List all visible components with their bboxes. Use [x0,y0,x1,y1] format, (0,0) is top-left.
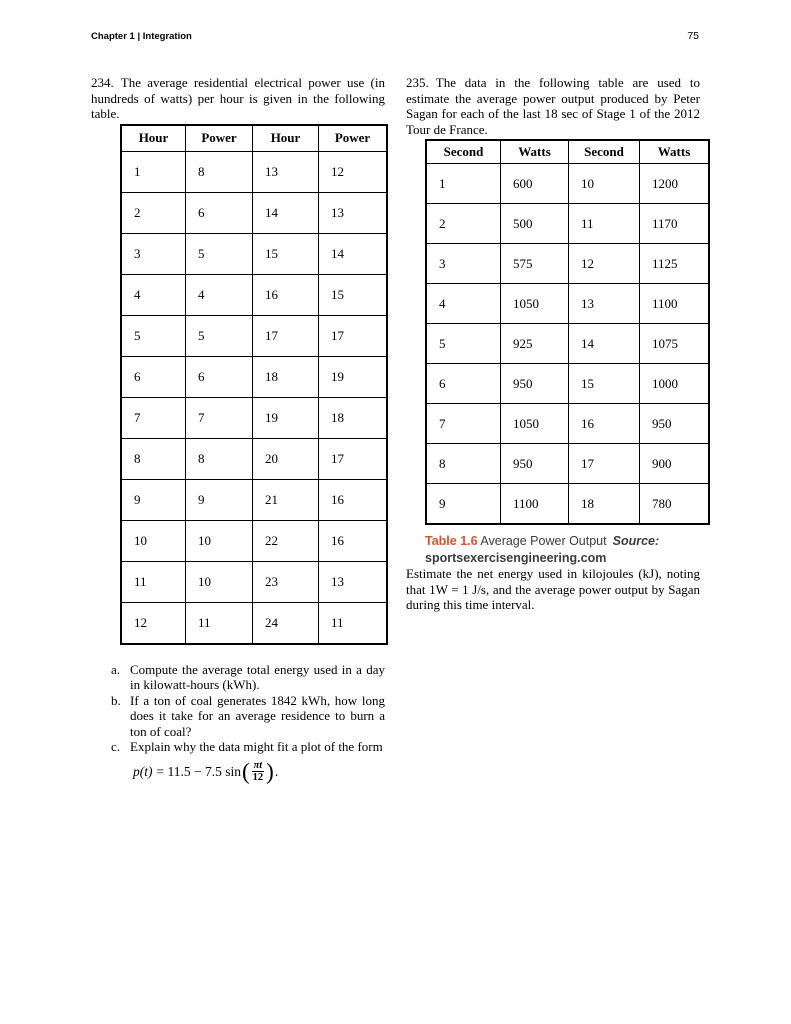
table-cell: 4 [186,274,253,315]
table-header-row [426,140,709,164]
table-cell: 5 [121,315,186,356]
table-row [121,479,387,520]
table-cell: 15 [569,364,640,404]
table-cell: 14 [319,233,388,274]
problem-234-parts [91,662,385,784]
table-row [426,284,709,324]
table-cell: 2 [426,204,501,244]
table-caption [425,533,691,566]
table-cell: 1 [121,151,186,192]
formula-rhs: = 11.5 − 7.5 sin [156,763,241,779]
problem-text: The average residential electrical power use (in hundreds of watts) per hour is given in the following table. [91,75,385,121]
formula-period: . [274,763,279,779]
table-cell: 12 [121,602,186,644]
table-cell: 950 [640,404,710,444]
table-caption-label: Table 1.6 [425,534,478,548]
table-cell: 1170 [640,204,710,244]
table-cell: 15 [319,274,388,315]
table-cell: 6 [186,356,253,397]
column-header: Watts [501,140,569,164]
problem-text: The data in the following table are used to estimate the average power output produced by Peter Sagan for each of the last 18 sec of Stage 1 of the 2012 Tour de France. [406,75,700,137]
table-cell: 7 [186,397,253,438]
part-text: If a ton of coal generates 1842 kWh, how long does it take for an average residence to burn a ton of coal? [130,692,385,739]
table-cell: 16 [319,479,388,520]
column-header: Power [319,125,388,152]
table-cell: 21 [253,479,319,520]
table-cell: 19 [319,356,388,397]
table-cell: 5 [186,315,253,356]
table-row [426,364,709,404]
table-cell: 6 [121,356,186,397]
table-cell: 10 [121,520,186,561]
table-row [426,324,709,364]
table-cell: 15 [253,233,319,274]
table-cell: 22 [253,520,319,561]
fraction-denominator: 12 [252,772,264,783]
table-cell: 900 [640,444,710,484]
table-row [121,151,387,192]
table-cell: 8 [426,444,501,484]
table-cell: 1 [426,164,501,204]
table-cell: 10 [569,164,640,204]
close-paren: ) [266,758,274,784]
table-cell: 4 [121,274,186,315]
open-paren: ( [241,758,250,784]
table-row [121,274,387,315]
sine-model-formula [133,760,385,784]
table-cell: 1100 [640,284,710,324]
table-cell: 23 [253,561,319,602]
table-cell: 7 [426,404,501,444]
hourly-power-table [120,124,388,645]
table-cell: 5 [426,324,501,364]
table-cell: 17 [319,438,388,479]
table-cell: 925 [501,324,569,364]
table-cell: 10 [186,561,253,602]
table-cell: 1050 [501,404,569,444]
table-cell: 8 [121,438,186,479]
table-row [426,244,709,284]
table-cell: 11 [186,602,253,644]
table-row [121,192,387,233]
table-cell: 500 [501,204,569,244]
table-cell: 24 [253,602,319,644]
table-cell: 17 [253,315,319,356]
table-cell: 6 [186,192,253,233]
table-cell: 1050 [501,284,569,324]
table-cell: 16 [319,520,388,561]
table-row [426,404,709,444]
part-label: a. [111,661,121,677]
table-header-row [121,125,387,152]
left-column [91,75,385,784]
table-cell: 4 [426,284,501,324]
table-row [426,444,709,484]
running-header: Chapter 1 | Integration [91,31,192,42]
table-cell: 14 [253,192,319,233]
fraction-numerator: πt [253,760,263,771]
part-label: b. [111,692,121,708]
table-cell: 11 [319,602,388,644]
table-cell: 5 [186,233,253,274]
table-cell: 16 [569,404,640,444]
table-row [121,520,387,561]
table-row [426,204,709,244]
problem-234-statement [91,75,385,122]
table-cell: 575 [501,244,569,284]
problem-235-statement [406,75,700,137]
table-cell: 16 [253,274,319,315]
table-row [121,315,387,356]
fraction [251,760,266,783]
table-cell: 3 [121,233,186,274]
table-cell: 3 [426,244,501,284]
part-b [91,693,385,740]
power-output-table [425,139,710,525]
right-column [406,75,700,613]
table-cell: 13 [253,151,319,192]
part-label: c. [111,739,121,754]
source-value: sportsexercisengineering.com [425,550,607,565]
column-header: Power [186,125,253,152]
table-cell: 18 [319,397,388,438]
table-cell: 11 [569,204,640,244]
table-cell: 14 [569,324,640,364]
column-header: Second [426,140,501,164]
table-row [121,233,387,274]
table-cell: 9 [186,479,253,520]
table-cell: 600 [501,164,569,204]
table-cell: 1125 [640,244,710,284]
table-cell: 6 [426,364,501,404]
part-text: Explain why the data might fit a plot of the form [130,739,383,754]
table-cell: 9 [121,479,186,520]
table-cell: 13 [319,192,388,233]
table-row [121,438,387,479]
problem-235-closing: Estimate the net energy used in kilojoules (kJ), noting that 1W = 1 J/s, and the average power output by Sagan during this time interval. [406,566,700,612]
table-row [121,397,387,438]
part-a [91,662,385,693]
table-cell: 8 [186,438,253,479]
column-header: Hour [253,125,319,152]
table-cell: 1100 [501,484,569,525]
table-cell: 11 [121,561,186,602]
part-text: Compute the average total energy used in a day in kilowatt-hours (kWh). [130,661,385,692]
table-cell: 780 [640,484,710,525]
table-cell: 1000 [640,364,710,404]
problem-number: 235. [406,75,429,90]
page-number: 75 [687,30,699,42]
table-cell: 950 [501,444,569,484]
table-cell: 19 [253,397,319,438]
table-cell: 1200 [640,164,710,204]
column-header: Watts [640,140,710,164]
table-row [121,561,387,602]
table-cell: 950 [501,364,569,404]
formula-function: p(t) [133,763,153,779]
column-header: Hour [121,125,186,152]
source-label: Source: [612,534,660,548]
table-cell: 12 [569,244,640,284]
table-cell: 13 [569,284,640,324]
table-cell: 13 [319,561,388,602]
table-cell: 9 [426,484,501,525]
part-c [91,739,385,755]
table-cell: 12 [319,151,388,192]
table-cell: 17 [319,315,388,356]
table-cell: 20 [253,438,319,479]
table-cell: 2 [121,192,186,233]
table-row [426,484,709,525]
table-cell: 18 [569,484,640,525]
table-cell: 1075 [640,324,710,364]
table-cell: 17 [569,444,640,484]
table-caption-title: Average Power Output [480,534,607,548]
table-cell: 18 [253,356,319,397]
table-row [426,164,709,204]
column-header: Second [569,140,640,164]
problem-number: 234. [91,75,114,90]
table-cell: 8 [186,151,253,192]
table-row [121,602,387,644]
table-cell: 7 [121,397,186,438]
table-row [121,356,387,397]
table-cell: 10 [186,520,253,561]
